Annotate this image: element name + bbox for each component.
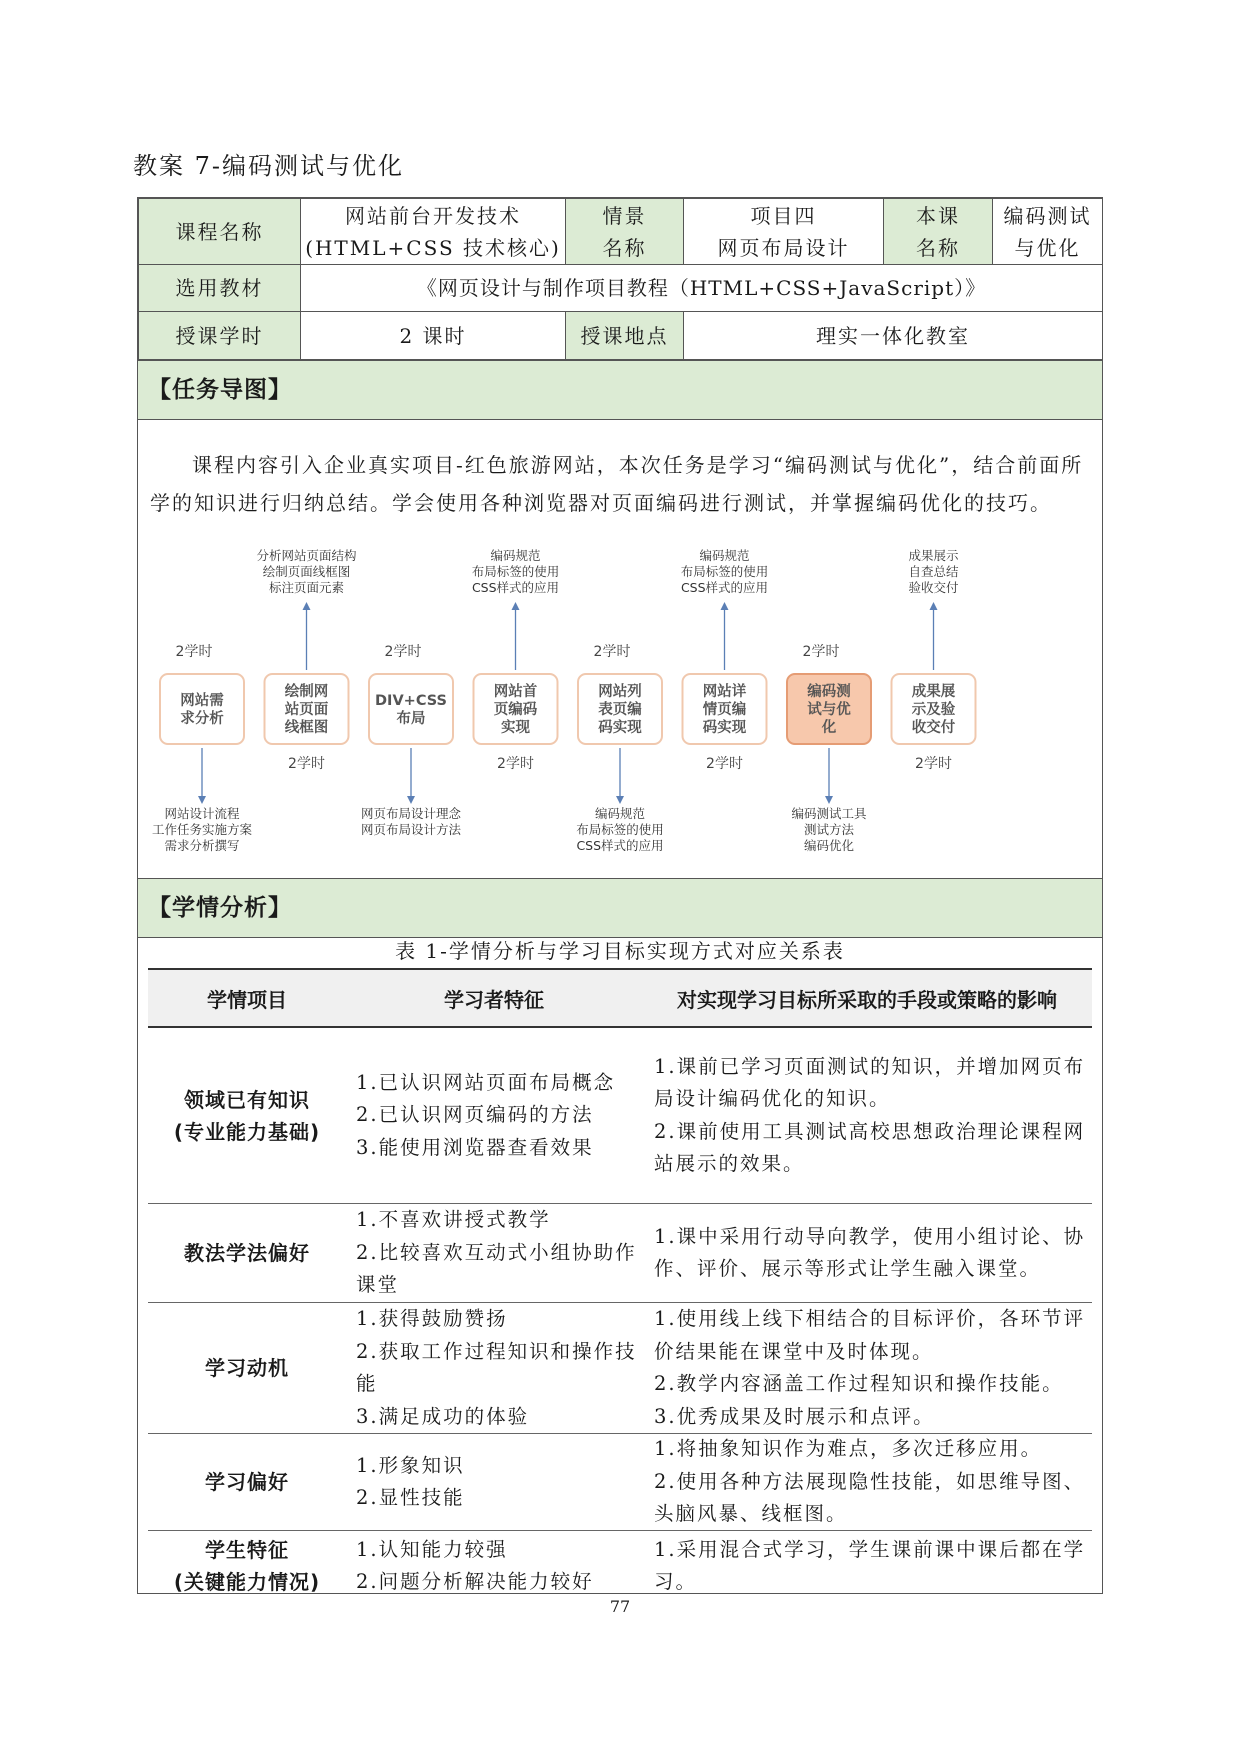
place-label: 授课地点 (566, 312, 684, 360)
task-step-name: 实现 (501, 720, 530, 736)
task-step-name: 码实现 (702, 720, 747, 736)
task-step-name: 编码测 (807, 684, 851, 700)
intro-paragraph: 课程内容引入企业真实项目-红色旅游网站，本次任务是学习“编码测试与优化”，结合前面所学的知识进行归纳总结。学会使用各种浏览器对页面编码进行测试，并掌握编码优化的技巧。 (150, 453, 1084, 515)
task-step-name: 页编码 (493, 702, 538, 718)
analysis-features-line: 1.形象知识 (356, 1453, 465, 1477)
task-step-name: 情页编 (702, 702, 747, 718)
analysis-impact (642, 1434, 1092, 1530)
analysis-features-line: 2.获取工作过程知识和操作技能 (356, 1339, 637, 1395)
analysis-features-line: 2.比较喜欢互动式小组协助作课堂 (356, 1240, 637, 1297)
task-step-hours: 2学时 (288, 756, 325, 772)
analysis-item-line: 教法学法偏好 (184, 1241, 310, 1265)
task-step-note: 布局标签的使用 (471, 564, 560, 579)
analysis-impact-line: 2.使用各种方法展现隐性技能，如思维导图、头脑风暴、线框图。 (654, 1469, 1086, 1526)
scene-name-value (684, 199, 884, 265)
analysis-item (148, 1303, 346, 1433)
analysis-features (346, 1531, 642, 1601)
analysis-item (148, 1028, 346, 1203)
task-step-note: 标注页面元素 (268, 580, 345, 595)
task-step-note: 布局标签的使用 (680, 564, 769, 579)
analysis-impact-line: 2.课前使用工具测试高校思想政治理论课程网站展示的效果。 (654, 1119, 1086, 1175)
course-name-value (301, 199, 566, 265)
analysis-features-line: 1.获得鼓励赞扬 (356, 1307, 508, 1330)
task-step-note: CSS样式的应用 (471, 580, 560, 595)
task-step-hours: 2学时 (915, 756, 952, 772)
task-step-note: 编码规范 (699, 548, 750, 563)
table-caption: 表 1-学情分析与学习目标实现方式对应关系表 (395, 939, 845, 963)
analysis-impact-line: 1.课中采用行动导向教学，使用小组讨论、协作、评价、展示等形式让学生融入课堂。 (654, 1224, 1086, 1280)
task-step-name: 网站详 (702, 684, 747, 700)
scene-label-line: 情景 (602, 203, 647, 228)
analysis-features-line: 1.认知能力较强 (356, 1537, 508, 1561)
analysis-features-line: 1.已认识网站页面布局概念 (356, 1070, 616, 1094)
lesson-label-line: 本课 (916, 203, 960, 228)
task-step-name: 示及验 (911, 702, 956, 718)
textbook-value: 《网页设计与制作项目教程（HTML+CSS+JavaScript）》 (301, 265, 1103, 312)
textbook-label: 选用教材 (139, 265, 301, 312)
task-step-box (160, 674, 244, 744)
task-step-note: 自查总结 (908, 564, 959, 579)
task-step-name: 网站首 (493, 684, 538, 700)
task-step-hours: 2学时 (175, 644, 213, 660)
task-step-note: 成果展示 (908, 548, 959, 563)
scene-label-line: 名称 (602, 235, 647, 260)
arrow-head (198, 796, 206, 804)
scene-value-line: 项目四 (750, 203, 817, 228)
analysis-item-line: 学生特征 (205, 1538, 289, 1562)
analysis-features-line: 2.已认识网页编码的方法 (356, 1103, 594, 1127)
analysis-features-line: 2.显性技能 (356, 1486, 465, 1509)
arrow-head (303, 602, 311, 610)
analysis-row (148, 1204, 1092, 1303)
learning-analysis-table (148, 968, 1092, 1601)
analysis-row (148, 1303, 1092, 1434)
task-map-diagram (148, 540, 1092, 890)
analysis-impact-line: 2.教学内容涵盖工作过程知识和操作技能。 (654, 1372, 1064, 1395)
task-step-note: 编码规范 (490, 548, 541, 563)
task-step-name: 化 (821, 720, 837, 736)
analysis-row (148, 1434, 1092, 1531)
analysis-impact-line: 1.使用线上线下相结合的目标评价，各环节评价结果能在课堂中及时体现。 (654, 1307, 1086, 1363)
analysis-features-line: 3.满足成功的体验 (356, 1404, 530, 1428)
header-features: 学习者特征 (444, 987, 544, 1012)
document-title: 教案 7-编码测试与优化 (133, 152, 405, 180)
section-task-map-title: 【任务导图】 (138, 360, 1102, 420)
task-step-note: 需求分析撰写 (164, 838, 240, 853)
course-name-label: 课程名称 (139, 199, 301, 265)
task-step-name: 码实现 (598, 720, 642, 736)
task-step-name: 收交付 (911, 720, 956, 736)
task-step-note: 网页布局设计方法 (360, 822, 462, 837)
analysis-item-line: (关键能力情况) (173, 1570, 321, 1594)
arrow-head (930, 602, 938, 610)
analysis-item (148, 1434, 346, 1530)
task-step-note: 编码优化 (803, 838, 855, 853)
scene-value-line: 网页布局设计 (717, 235, 850, 260)
task-step-note: CSS样式的应用 (680, 580, 769, 595)
task-step-note: 编码规范 (594, 806, 646, 821)
arrow-head (721, 602, 729, 610)
analysis-item (148, 1531, 346, 1601)
arrow-head (616, 796, 624, 804)
analysis-impact-line: 3.优秀成果及时展示和点评。 (654, 1404, 935, 1428)
task-step-box (369, 674, 453, 744)
task-step-hours: 2学时 (593, 644, 631, 660)
task-step-hours: 2学时 (497, 756, 534, 772)
arrow-head (512, 602, 520, 610)
task-step-note: 验收交付 (908, 580, 959, 595)
lesson-label-line: 名称 (916, 235, 960, 260)
task-step-name: 布局 (396, 711, 426, 727)
header-impact: 对实现学习目标所采取的手段或策略的影响 (677, 987, 1057, 1012)
task-step-note: 布局标签的使用 (576, 822, 664, 837)
lesson-name-label (884, 199, 993, 265)
course-name-line: 网站前台开发技术 (345, 203, 521, 228)
arrow-head (825, 796, 833, 804)
page-number: 77 (609, 1597, 631, 1616)
lesson-value-line: 与优化 (1014, 235, 1081, 260)
arrow-head (407, 796, 415, 804)
analysis-features-line: 1.不喜欢讲授式教学 (356, 1208, 551, 1232)
place-value: 理实一体化教室 (684, 312, 1103, 360)
analysis-item (148, 1204, 346, 1302)
task-step-name: 表页编 (598, 702, 642, 718)
lesson-value-line: 编码测试 (1003, 203, 1092, 228)
task-step-note: 测试方法 (803, 822, 855, 837)
analysis-features (346, 1303, 642, 1433)
task-step-note: 工作任务实施方案 (151, 822, 253, 837)
analysis-table-header (148, 968, 1092, 1028)
task-step-name: 站页面 (284, 702, 329, 718)
analysis-impact (642, 1303, 1092, 1433)
task-step-hours: 2学时 (384, 644, 422, 660)
task-step-note: 绘制页面线框图 (262, 564, 351, 579)
course-name-line: (HTML+CSS 技术核心) (305, 235, 561, 260)
hours-label: 授课学时 (139, 312, 301, 360)
analysis-impact-line: 1.采用混合式学习，学生课前课中课后都在学习。 (654, 1537, 1086, 1593)
task-step-name: 试与优 (807, 702, 851, 718)
task-step-hours: 2学时 (706, 756, 743, 772)
task-step-note: CSS样式的应用 (576, 838, 664, 853)
analysis-item-line: 领域已有知识 (184, 1087, 310, 1112)
task-step-name: 网站需 (180, 693, 224, 709)
lesson-plan-frame (137, 197, 1103, 1594)
header-item: 学情项目 (207, 987, 287, 1012)
analysis-impact-line: 1.课前已学习页面测试的知识，并增加网页布局设计编码优化的知识。 (654, 1054, 1086, 1110)
analysis-item-line: (专业能力基础) (173, 1119, 321, 1144)
analysis-impact (642, 1204, 1092, 1302)
task-step-note: 分析网站页面结构 (256, 548, 357, 563)
task-step-note: 网页布局设计理念 (360, 806, 462, 821)
section-analysis-title: 【学情分析】 (138, 878, 1102, 938)
analysis-table-body (148, 1028, 1092, 1601)
task-step-name: 线框图 (284, 720, 329, 736)
task-step-name: 绘制网 (284, 684, 329, 700)
analysis-features (346, 1204, 642, 1302)
analysis-row (148, 1028, 1092, 1204)
analysis-features (346, 1028, 642, 1203)
analysis-impact (642, 1531, 1092, 1601)
task-step-name: 求分析 (180, 711, 224, 727)
task-step-name: DIV+CSS (375, 693, 447, 709)
analysis-impact-line: 1.将抽象知识作为难点，多次迁移应用。 (654, 1437, 1043, 1461)
analysis-impact (642, 1028, 1092, 1203)
task-step-hours: 2学时 (802, 644, 840, 660)
analysis-features (346, 1434, 642, 1530)
analysis-item-line: 学习偏好 (205, 1470, 289, 1494)
scene-name-label (566, 199, 684, 265)
course-info-table (138, 198, 1103, 360)
task-step-note: 网站设计流程 (164, 806, 240, 821)
lesson-name-value (993, 199, 1103, 265)
analysis-item-line: 学习动机 (205, 1356, 289, 1380)
analysis-features-line: 3.能使用浏览器查看效果 (356, 1135, 594, 1159)
task-step-name: 网站列 (598, 684, 642, 700)
task-step-name: 成果展 (911, 684, 956, 700)
analysis-row (148, 1531, 1092, 1601)
analysis-features-line: 2.问题分析解决能力较好 (356, 1570, 594, 1593)
hours-value: 2 课时 (301, 312, 566, 360)
task-step-note: 编码测试工具 (791, 806, 867, 821)
